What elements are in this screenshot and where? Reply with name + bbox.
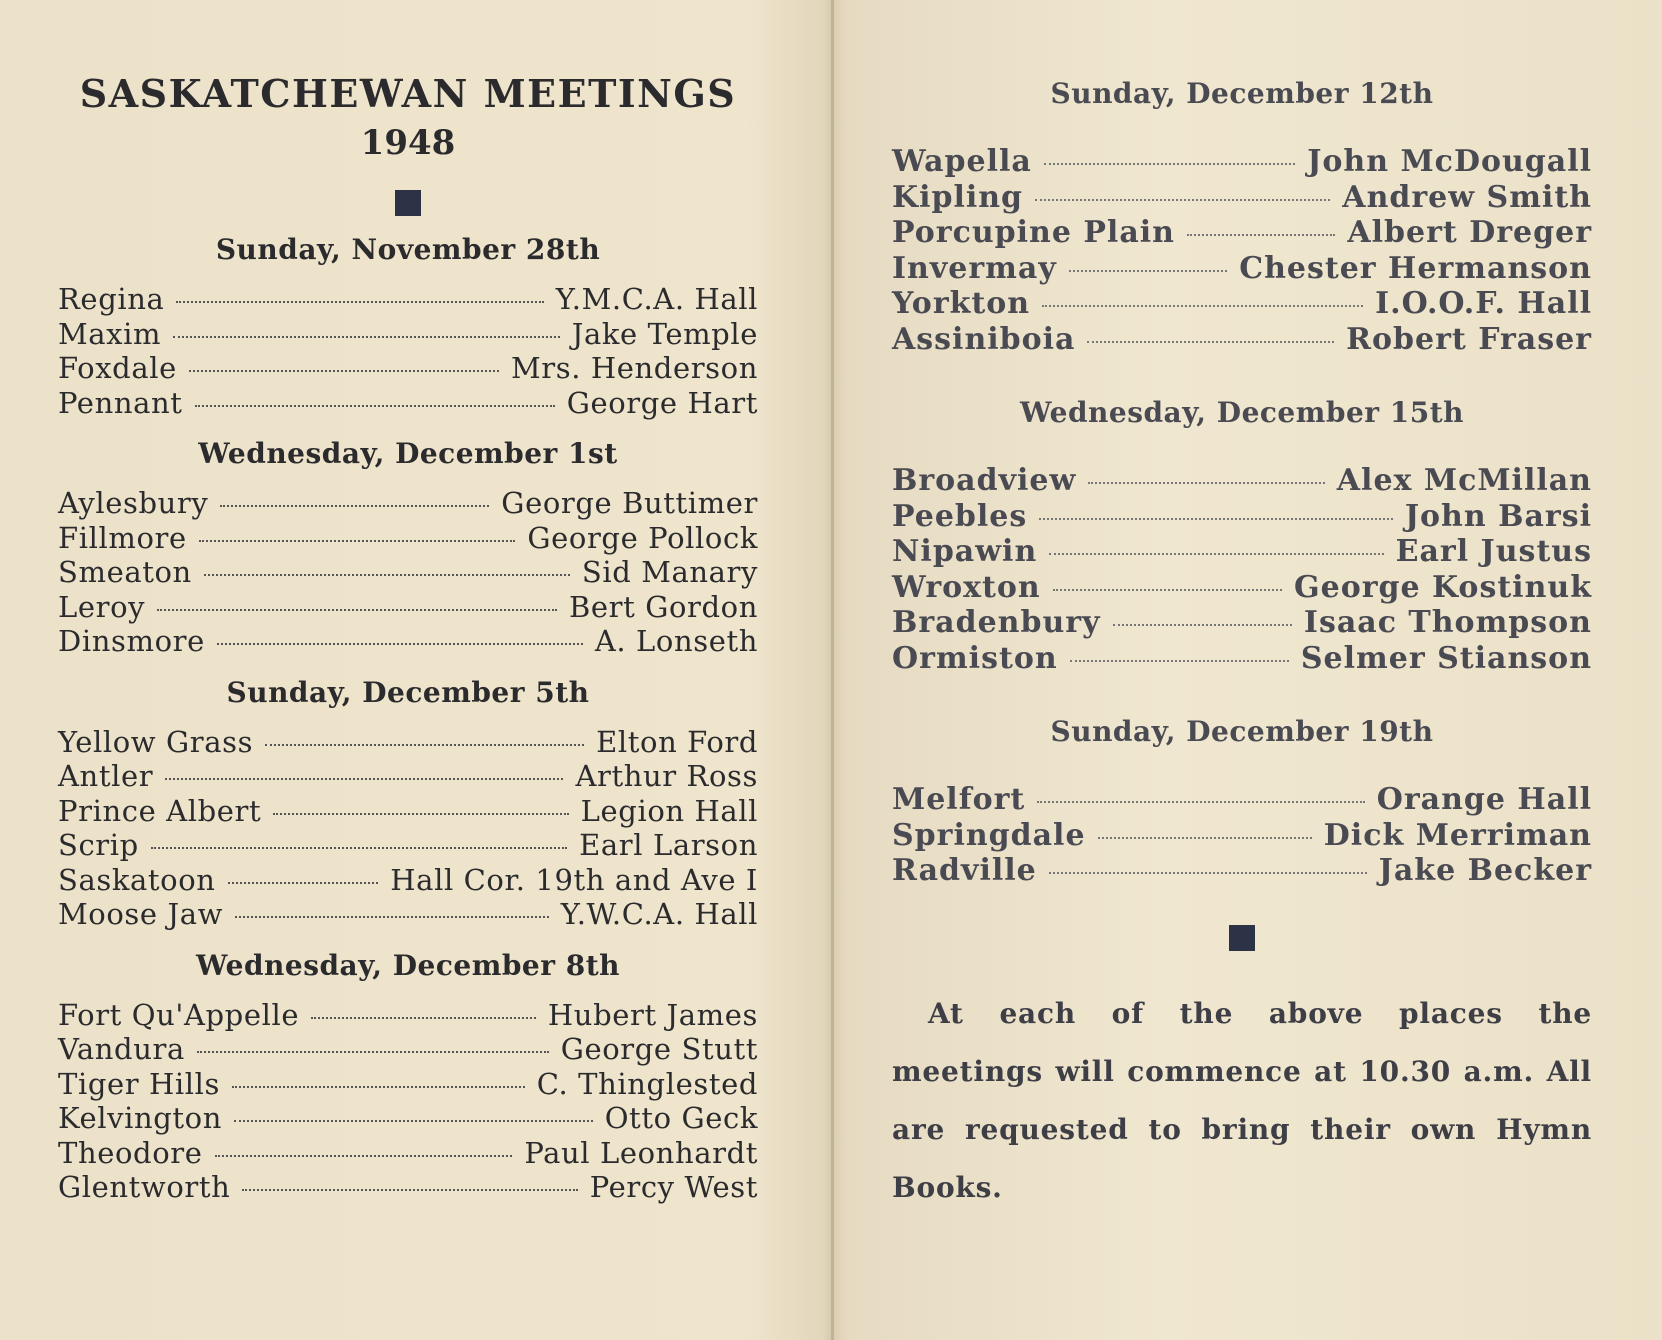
page-title: SASKATCHEWAN MEETINGS <box>79 71 737 116</box>
dot-leader <box>151 847 567 849</box>
meeting-row <box>892 641 1592 677</box>
place-name: Antler <box>58 759 154 793</box>
dot-leader <box>1113 624 1292 626</box>
host-name: Selmer Stianson <box>1300 640 1592 676</box>
meeting-row <box>58 863 758 898</box>
host-name: Andrew Smith <box>1342 179 1592 215</box>
section-date: Sunday, December 12th <box>1050 77 1434 110</box>
meeting-row <box>892 853 1592 889</box>
square-ornament <box>1229 925 1255 951</box>
place-name: Kelvington <box>58 1101 223 1135</box>
place-name: Springdale <box>892 817 1086 853</box>
host-name: Jake Temple <box>571 316 758 351</box>
dot-leader <box>235 916 549 918</box>
meeting-row <box>58 590 758 625</box>
meeting-row <box>58 624 758 659</box>
dot-leader <box>311 1017 536 1019</box>
place-name: Ormiston <box>892 640 1058 676</box>
section-date: Sunday, December 5th <box>226 675 590 709</box>
host-name: Isaac Thompson <box>1303 605 1592 640</box>
host-name: Arthur Ross <box>575 759 758 793</box>
dot-leader <box>1049 553 1383 555</box>
host-name: Robert Fraser <box>1346 321 1592 357</box>
dot-leader <box>189 370 499 372</box>
meeting-row <box>58 282 758 317</box>
meeting-section <box>58 434 758 659</box>
place-name: Vandura <box>58 1032 185 1066</box>
host-name: Hubert James <box>547 997 758 1032</box>
host-name: Percy West <box>589 1170 758 1204</box>
dot-leader <box>215 1155 513 1157</box>
left-page <box>58 0 758 1205</box>
meeting-row <box>58 1101 758 1136</box>
place-name: Peebles <box>892 498 1028 534</box>
meeting-row <box>58 794 758 829</box>
section-date: Sunday, November 28th <box>215 233 601 266</box>
place-name: Regina <box>58 282 165 316</box>
meeting-row <box>892 251 1592 287</box>
dot-leader <box>220 505 489 507</box>
place-name: Assiniboia <box>892 321 1076 357</box>
meeting-row <box>58 1170 758 1205</box>
meeting-row <box>58 555 758 590</box>
dot-leader <box>1088 482 1324 484</box>
place-name: Wapella <box>892 144 1032 179</box>
place-name: Broadview <box>892 463 1077 498</box>
host-name: Hall Cor. 19th and Ave I <box>390 862 758 897</box>
dot-leader <box>1044 163 1295 165</box>
host-name: George Hart <box>566 385 758 420</box>
meeting-row <box>58 1032 758 1067</box>
place-name: Yellow Grass <box>58 724 254 759</box>
host-name: George Kostinuk <box>1293 569 1592 605</box>
dot-leader <box>195 405 555 407</box>
meeting-section <box>892 712 1592 889</box>
dot-leader <box>265 744 584 746</box>
host-name: Chester Hermanson <box>1239 250 1592 286</box>
dot-leader <box>1042 305 1363 307</box>
dot-leader <box>1087 341 1334 343</box>
meeting-row <box>58 998 758 1033</box>
dot-leader <box>228 882 379 884</box>
host-name: Y.W.C.A. Hall <box>560 897 758 931</box>
place-name: Prince Albert <box>58 793 262 828</box>
dot-leader <box>1053 589 1282 591</box>
meeting-row <box>892 180 1592 216</box>
dot-leader <box>204 574 570 576</box>
dot-leader <box>165 778 563 780</box>
meeting-row <box>58 486 758 521</box>
dot-leader <box>273 813 568 815</box>
place-name: Nipawin <box>892 534 1038 569</box>
right-page <box>892 0 1592 1217</box>
place-name: Bradenbury <box>892 605 1101 640</box>
place-name: Porcupine Plain <box>892 215 1175 250</box>
host-name: John Barsi <box>1404 498 1592 534</box>
host-name: Earl Larson <box>579 828 758 862</box>
section-date: Sunday, December 19th <box>1050 715 1434 748</box>
center-fold <box>831 0 834 1340</box>
host-name: Sid Manary <box>581 555 758 589</box>
page-year: 1948 <box>360 123 456 163</box>
place-name: Smeaton <box>58 555 192 589</box>
meeting-row <box>58 317 758 352</box>
meeting-row <box>892 570 1592 606</box>
place-name: Fort Qu'Appelle <box>58 997 300 1032</box>
place-name: Yorkton <box>892 286 1031 321</box>
meeting-row <box>58 759 758 794</box>
meeting-section <box>892 393 1592 676</box>
place-name: Aylesbury <box>58 486 209 520</box>
meeting-row <box>892 322 1592 358</box>
section-date: Wednesday, December 15th <box>1019 396 1465 429</box>
meeting-row <box>892 818 1592 854</box>
meeting-row <box>58 386 758 421</box>
place-name: Saskatoon <box>58 862 216 897</box>
meeting-section <box>892 74 1592 357</box>
meeting-row <box>892 605 1592 641</box>
place-name: Invermay <box>892 250 1057 286</box>
dot-leader <box>234 1120 593 1122</box>
host-name: George Stutt <box>560 1032 758 1066</box>
place-name: Tiger Hills <box>58 1066 221 1101</box>
meeting-row <box>892 499 1592 535</box>
host-name: Alex McMillan <box>1336 463 1592 498</box>
meeting-row <box>892 463 1592 499</box>
dot-leader <box>197 1051 549 1053</box>
meeting-row <box>892 286 1592 322</box>
host-name: Earl Justus <box>1395 534 1592 569</box>
host-name: John McDougall <box>1307 144 1592 179</box>
section-date: Wednesday, December 8th <box>195 948 621 982</box>
place-name: Pennant <box>58 385 183 420</box>
dot-leader <box>157 609 557 611</box>
host-name: Mrs. Henderson <box>510 351 758 385</box>
meeting-section <box>58 946 758 1205</box>
dot-leader <box>232 1086 525 1088</box>
place-name: Radville <box>892 853 1037 888</box>
section-date: Wednesday, December 1st <box>198 437 618 470</box>
dot-leader <box>176 301 543 303</box>
note-text: At each of the above places the meetings will commence at 10.30 a.m. All are requested to bring their own Hymn Books. <box>892 996 1592 1204</box>
host-name: I.O.O.F. Hall <box>1375 286 1592 321</box>
dot-leader <box>1098 837 1312 839</box>
host-name: C. Thinglested <box>536 1066 758 1101</box>
meeting-row <box>58 521 758 556</box>
meeting-row <box>58 828 758 863</box>
host-name: Albert Dreger <box>1347 215 1592 250</box>
place-name: Kipling <box>892 179 1024 215</box>
meeting-row <box>892 144 1592 180</box>
dot-leader <box>173 336 560 338</box>
place-name: Scrip <box>58 828 139 862</box>
dot-leader <box>1187 234 1335 236</box>
place-name: Maxim <box>58 316 162 351</box>
meeting-row <box>892 782 1592 818</box>
place-name: Wroxton <box>892 569 1041 605</box>
meeting-row <box>58 1136 758 1171</box>
square-ornament <box>395 190 421 216</box>
dot-leader <box>242 1189 577 1191</box>
meeting-row <box>58 725 758 760</box>
host-name: Bert Gordon <box>569 589 758 624</box>
meeting-section <box>58 673 758 932</box>
dot-leader <box>1039 518 1393 520</box>
meeting-row <box>58 351 758 386</box>
place-name: Moose Jaw <box>58 897 224 931</box>
closing-note <box>892 985 1592 1217</box>
place-name: Fillmore <box>58 520 187 555</box>
place-name: Glentworth <box>58 1170 231 1204</box>
host-name: Legion Hall <box>580 793 758 828</box>
meeting-row <box>58 897 758 932</box>
dot-leader <box>1049 872 1367 874</box>
place-name: Dinsmore <box>58 624 205 658</box>
place-name: Melfort <box>892 782 1026 817</box>
dot-leader <box>217 643 583 645</box>
dot-leader <box>1037 801 1364 803</box>
place-name: Leroy <box>58 589 146 624</box>
dot-leader <box>199 540 516 542</box>
dot-leader <box>1069 270 1227 272</box>
host-name: Jake Becker <box>1378 853 1592 888</box>
host-name: Y.M.C.A. Hall <box>555 282 758 316</box>
host-name: George Buttimer <box>501 486 758 520</box>
meeting-row <box>892 215 1592 251</box>
place-name: Foxdale <box>58 351 177 385</box>
dot-leader <box>1035 199 1330 201</box>
host-name: A. Lonseth <box>594 624 758 658</box>
host-name: Paul Leonhardt <box>524 1135 758 1170</box>
meeting-row <box>892 534 1592 570</box>
host-name: Otto Geck <box>604 1101 758 1135</box>
place-name: Theodore <box>58 1135 203 1170</box>
host-name: Orange Hall <box>1376 782 1592 817</box>
host-name: George Pollock <box>527 520 758 555</box>
host-name: Elton Ford <box>596 724 758 759</box>
meeting-row <box>58 1067 758 1102</box>
meeting-section <box>58 230 758 420</box>
host-name: Dick Merriman <box>1323 817 1592 853</box>
dot-leader <box>1070 660 1289 662</box>
